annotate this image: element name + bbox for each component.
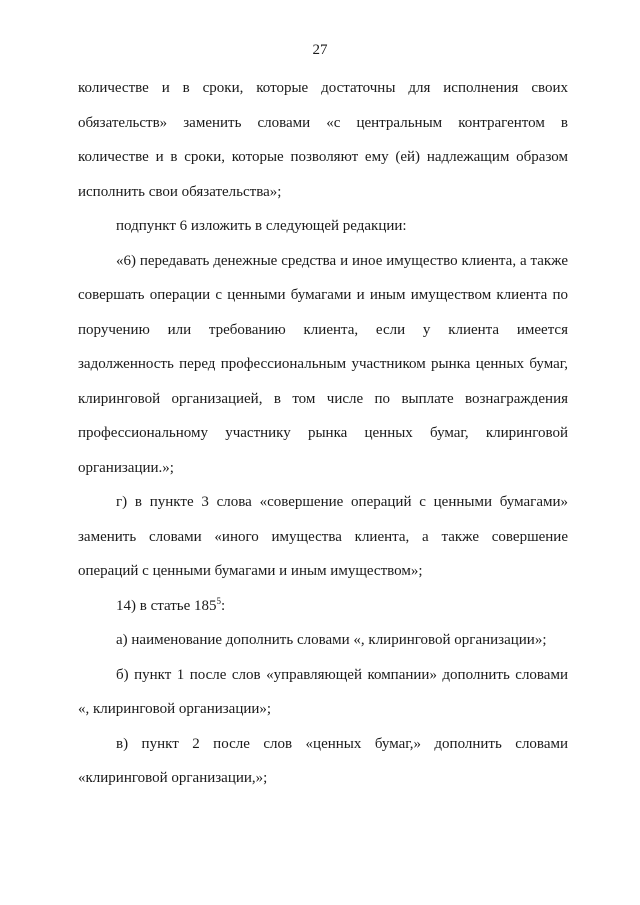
item-14-suffix: : xyxy=(221,597,226,614)
paragraph-item-14 xyxy=(78,589,568,624)
paragraph-continuation: количестве и в сроки, которые достаточны для исполнения своих обязательств» заменить словами «с центральным контрагентом в количестве и в сроки, которые позволяют ему (ей) надлежащим образом исполнить свои обязательства»; xyxy=(78,80,568,200)
page-number: 27 xyxy=(312,42,328,58)
item-14-text: 14) в статье 185 xyxy=(116,597,217,614)
paragraph-item-a: а) наименование дополнить словами «, клиринговой организации»; xyxy=(116,632,547,648)
paragraph-subpoint-6-intro: подпункт 6 изложить в следующей редакции: xyxy=(116,218,407,234)
paragraph-item-b: б) пункт 1 после слов «управляющей компании» дополнить словами «, клиринговой организации»; xyxy=(78,666,568,717)
paragraph-item-g: г) в пункте 3 слова «совершение операций с ценными бумагами» заменить словами «иного имущества клиента, а также совершение операций с ценными бумагами и иным имуществом»; xyxy=(78,494,568,579)
article-superscript: 5 xyxy=(216,595,222,606)
paragraph-item-v: в) пункт 2 после слов «ценных бумаг,» дополнить словами «клиринговой организации,»; xyxy=(78,735,568,786)
paragraph-subpoint-6-text: «6) передавать денежные средства и иное имущество клиента, а также совершать операции с ценными бумагами и иным имуществом клиента по поручению или требованию клиента, если у клиента имеется задолженность перед профессиональным участником рынка ценных бумаг, клиринговой организацией, в том числе по выплате вознаграждения профессиональному участнику рынка ценных бумаг, клиринговой организации.»; xyxy=(78,252,568,476)
document-body xyxy=(78,71,568,796)
